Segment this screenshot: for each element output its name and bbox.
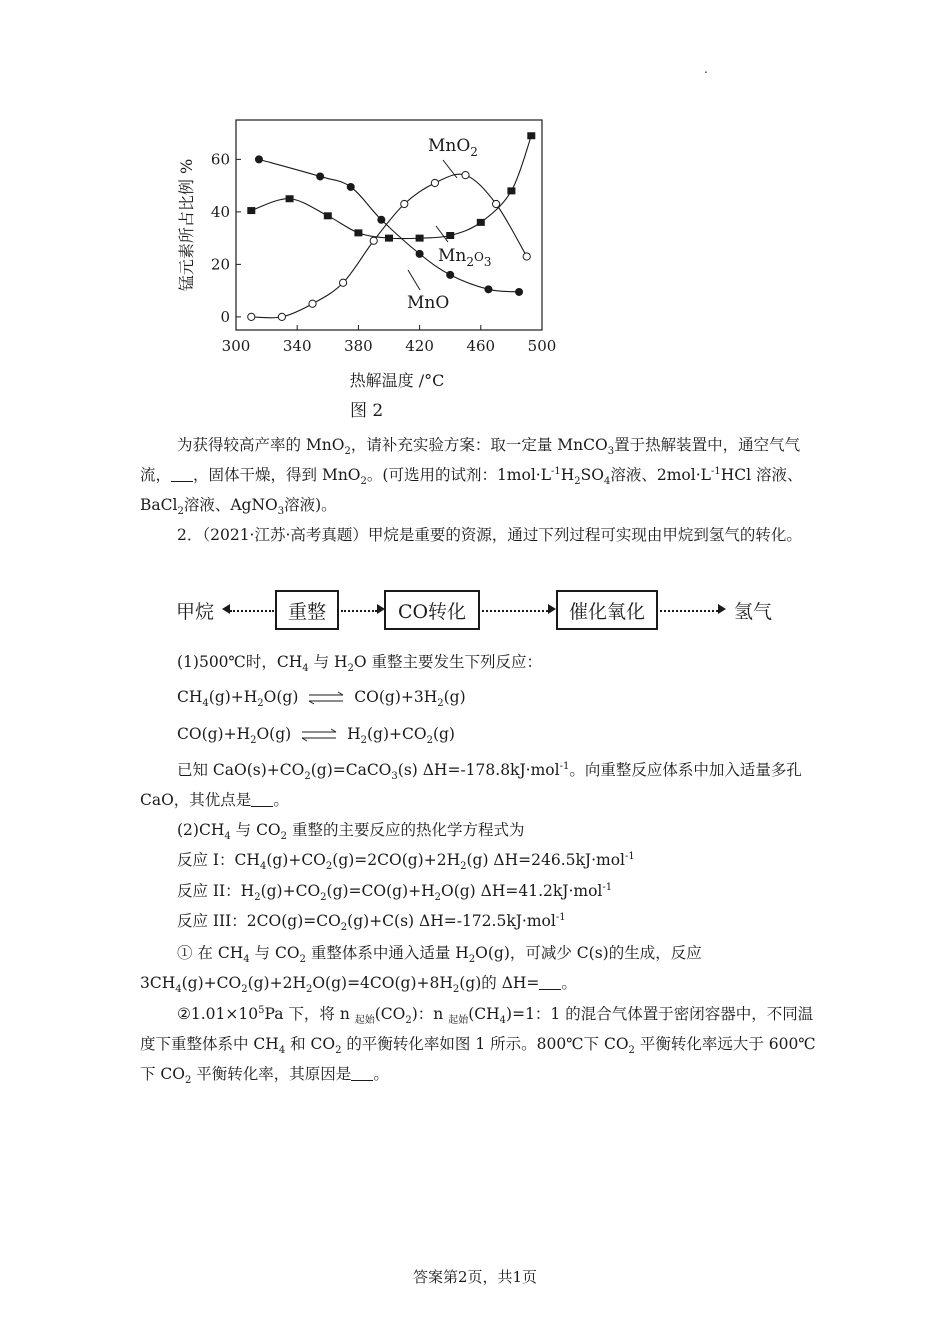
figure-caption: 图 2 xyxy=(350,401,384,421)
answer-blank xyxy=(251,792,273,807)
reaction-1: 反应 I：$CH_4(g)+CO_2(g)=2CO(g)+2H_2(g)$ ΔH=246.5kJ·mol$^{-1}$ xyxy=(177,850,635,873)
y-tick-label: 20 xyxy=(210,255,230,274)
flow-connector xyxy=(341,610,377,612)
data-point-mn2o3 xyxy=(286,195,294,202)
series-label-mno2: MnO$_2$ xyxy=(428,136,478,159)
series-label-mn2o3: $Mn_2^O_3$ xyxy=(438,246,492,269)
x-axis-label: 热解温度 /°C xyxy=(349,371,445,390)
flow-connector xyxy=(230,610,274,612)
data-point-mno xyxy=(484,285,492,293)
flow-step-reforming: 重整 xyxy=(275,590,339,630)
data-point-mno xyxy=(316,172,324,180)
data-point-mn2o3 xyxy=(527,132,535,139)
data-point-mn2o3 xyxy=(507,187,515,194)
x-tick-label: 460 xyxy=(466,337,496,355)
arrow-right-icon xyxy=(548,604,556,614)
flow-step-co-shift: CO转化 xyxy=(384,590,480,630)
x-tick-label: 380 xyxy=(344,337,373,355)
data-point-mno2 xyxy=(401,200,408,207)
flow-connector xyxy=(482,610,548,612)
equation-1: $CH_4(g)+H_2O(g)$ $CO(g)+3H_2(g)$ xyxy=(177,688,466,710)
leader-line xyxy=(408,270,420,290)
data-point-mn2o3 xyxy=(446,232,454,239)
plot-frame xyxy=(236,120,542,330)
data-point-mno2 xyxy=(523,253,530,260)
experiment-paragraph: 为获得较高产率的 MnO$_2$，请补充实验方案：取一定量 MnCO$_3$置于热解装置中，通空气气流， ，固体干燥，得到 MnO$_2$。(可选用的试剂：$1mol\cdot L^{-1}H_2SO_4$溶液、$2mol\cdot L^{-1}HCl$ 溶液、BaCl$_2$溶液、AgNO$_3$溶液)。 xyxy=(140,436,803,518)
page-footer: 答案第2页，共1页 xyxy=(412,1268,538,1286)
x-tick-label: 300 xyxy=(221,337,251,355)
process-flow-diagram xyxy=(176,590,796,634)
data-point-mn2o3 xyxy=(354,229,362,236)
reversible-arrow-icon xyxy=(307,691,345,705)
arrow-left-icon xyxy=(222,604,230,614)
reversible-arrow-icon xyxy=(300,728,338,742)
part-1-intro: (1)500℃时，$CH_4$ 与 $H_2O$ 重整主要发生下列反应： xyxy=(177,653,543,675)
answer-blank xyxy=(351,1066,373,1081)
chart-plot-area xyxy=(177,120,556,390)
y-tick-label: 60 xyxy=(210,150,230,169)
decomposition-chart xyxy=(170,108,560,398)
answer-blank xyxy=(539,975,561,990)
question-2-intro: 2．（2021·江苏·高考真题）甲烷是重要的资源，通过下列过程可实现由甲烷到氢气的转化。 xyxy=(177,526,802,544)
corner-mark: . xyxy=(704,62,708,76)
known-reaction-paragraph: 已知 $CaO(s)+CO_2(g)=CaCO_3(s)$ ΔH=-178.8kJ·mol$^{-1}$。向重整反应体系中加入适量多孔 CaO，其优点是 。 xyxy=(140,760,802,809)
data-point-mno2 xyxy=(278,313,285,320)
data-point-mno xyxy=(255,155,263,163)
equation-2: $CO(g)+H_2O(g)$ $H_2(g)+CO_2(g)$ xyxy=(177,725,455,747)
answer-blank xyxy=(171,467,193,482)
data-point-mn2o3 xyxy=(416,235,424,242)
flow-end-hydrogen: 氢气 xyxy=(734,601,773,623)
data-point-mno2 xyxy=(462,172,469,179)
data-point-mno2 xyxy=(340,279,347,286)
data-point-mno xyxy=(416,250,424,258)
data-point-mno2 xyxy=(248,313,255,320)
data-point-mno xyxy=(446,271,454,279)
x-tick-label: 420 xyxy=(405,337,434,355)
y-axis-label: 锰元素所占比例 % xyxy=(177,158,196,292)
series-label-mno: MnO xyxy=(407,293,450,313)
data-point-mn2o3 xyxy=(477,219,485,226)
data-point-mno xyxy=(515,288,523,296)
flow-connector xyxy=(660,610,718,612)
data-point-mn2o3 xyxy=(247,207,255,214)
leader-line xyxy=(443,160,457,178)
data-point-mno xyxy=(377,216,385,224)
reaction-2: 反应 II：$H_2(g)+CO_2(g)=CO(g)+H_2O(g)$ ΔH=41.2kJ·mol$^{-1}$ xyxy=(177,881,613,904)
flow-start-methane: 甲烷 xyxy=(176,601,215,623)
y-tick-label: 0 xyxy=(220,307,230,326)
data-point-mno2 xyxy=(309,300,316,307)
question-circled-2: $②1.01\times 10^5Pa$ 下，将 n $_{起始}(CO_2)$：n $_{起始}(CH_4)=1$：1 的混合气体置于密闭容器中，不同温度下重整体系中 $CH_4$ 和 $CO_2$ 的平衡转化率如图 1 所示。800℃下 $CO_2$ 平衡转化率远大于 600℃下 $CO_2$ 平衡转化率，其原因是 。 xyxy=(140,1004,816,1087)
arrow-right-icon xyxy=(718,604,726,614)
part-2-intro: $(2)CH_4$ 与 $CO_2$ 重整的主要反应的热化学方程式为 xyxy=(177,821,525,843)
data-point-mno2 xyxy=(431,179,438,186)
data-point-mno xyxy=(347,183,355,191)
x-tick-label: 340 xyxy=(282,337,312,355)
question-circled-1: ① 在 $CH_4$ 与 $CO_2$ 重整体系中通入适量 $H_2O(g)$，可减少 C(s)的生成，反应 $3CH_4(g)+CO_2(g)+2H_2O(g)=4CO(g)+8H_2(g)$的 ΔH= 。 xyxy=(140,944,702,996)
x-tick-label: 500 xyxy=(527,337,557,355)
reaction-3: 反应 III：$2CO(g)=CO_2(g)+C(s)$ ΔH=-172.5kJ·mol$^{-1}$ xyxy=(177,911,566,934)
data-point-mn2o3 xyxy=(324,212,332,219)
flow-step-catalytic-oxidation: 催化氧化 xyxy=(556,590,658,630)
data-point-mno2 xyxy=(370,237,377,244)
series-line-mn2o3 xyxy=(251,136,531,239)
data-point-mn2o3 xyxy=(385,235,393,242)
y-tick-label: 40 xyxy=(210,202,230,221)
